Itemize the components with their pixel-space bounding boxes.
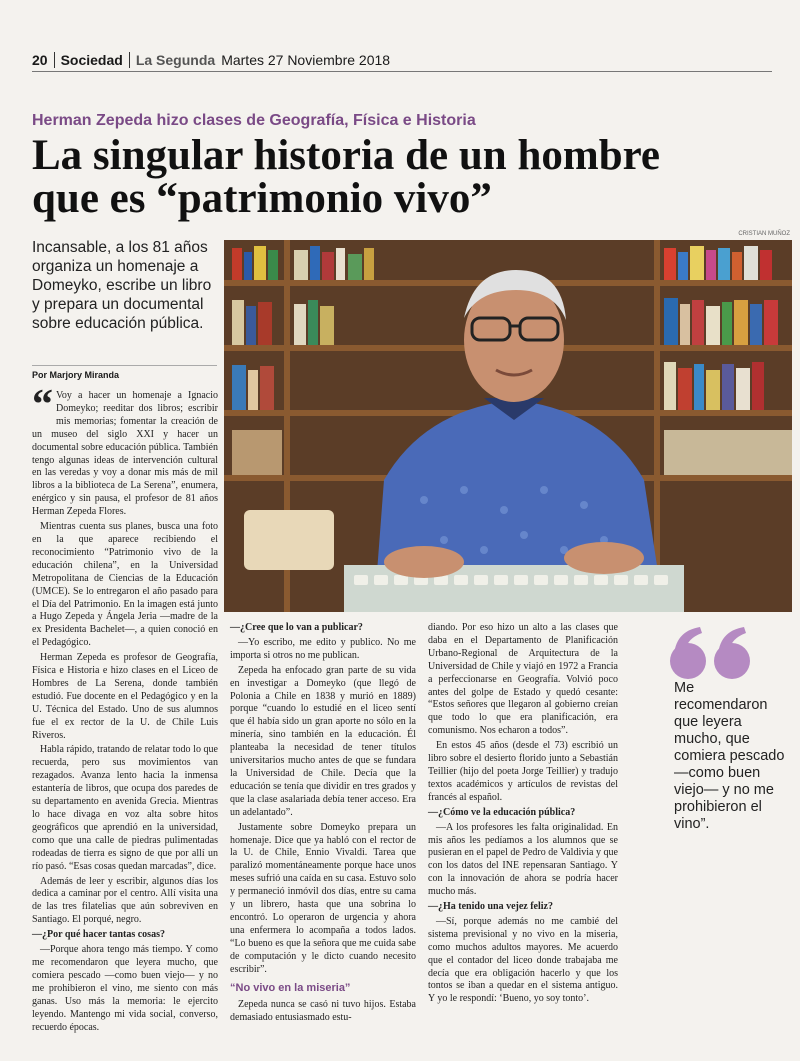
pullquote: Me recomendaron que leyera mucho, que comiera pescado —como buen viejo— y no me prohibieron el vino”.: [674, 680, 785, 832]
byline: Por Marjory Miranda: [32, 365, 217, 380]
section-name: Sociedad: [54, 52, 123, 68]
paragraph: diando. Por eso hizo un alto a las clases que daba en el Departamento de Planificación Urbano-Regional de Arquitectura de la Universidad de Chile y viajó en 1972 a Francia a perfeccionarse en Geografía. Volvió poco antes del golpe de Estado y quedó cesante: “Estos señores que llegaron al gobierno creían que todo lo que era planificación, era comunismo. Nos echaron a todos”.: [428, 622, 618, 737]
article-column-2: [230, 622, 416, 1027]
paragraph: Justamente sobre Domeyko prepara un homenaje. Dice que ya habló con el rector de la U. de Chile, Ennio Vivaldi. Tarea que paralizó momentáneamente porque hace unos meses sufrió una caída en su casa. Estuvo solo y permaneció inmóvil dos días, entre su cama y un librero, hasta que una sobrina lo encontró. Lo operaron de urgencia y ahora una enfermera lo acompaña a todos lados. “Lo bueno es que la señora que me cuida sabe de computación y le dicto cuando necesito escribir”.: [230, 821, 416, 975]
paragraph: Además de leer y escribir, algunos días los dedica a caminar por el centro. Allí visita una de las tres filatelias que aún sobreviven en Santiago. El porqué, negro.: [32, 875, 218, 926]
headline-line-1: La singular historia de un hombre: [32, 132, 661, 179]
opening-quote-mark: “: [32, 382, 53, 428]
photo-credit: CRISTIAN MUÑOZ: [738, 231, 790, 237]
page-header: [32, 48, 772, 72]
paragraph: Zepeda nunca se casó ni tuvo hijos. Estaba demasiado entusiasmado estu-: [230, 999, 416, 1024]
headline-line-2: que es “patrimonio vivo”: [32, 175, 492, 222]
lead-paragraph: “ Voy a hacer un homenaje a Ignacio Domeyko; reeditar dos libros; escribir mis memorias; fomentar la creación de un museo del siglo XXI y hacer un documental sobre educación pública. También tengo algunas ideas de intervención cultural en las veredas y voy a donar mis más de mil libros a la biblioteca de La Serena”, enumera, enérgico y sin pausa, el profesor de 81 años Herman Zepeda Flores.: [32, 382, 218, 518]
issue-date: Martes 27 Noviembre 2018: [221, 51, 391, 68]
paragraph: Habla rápido, tratando de relatar todo lo que recuerda, pero sus movimientos van rezagados. Avanza lento hacia la inmensa estantería de libros, que ocupa dos paredes de su departamento en avenida Grecia. Mientras lo hace divaga en voz alta sobre hitos geográficos que aprendió en la universidad, como que una calle de piedras pulimentadas rodeadas de tierra es signo de que por allí un río pasó. “Esas cosas quedan marcadas”, dice.: [32, 744, 218, 872]
paragraph: —Porque ahora tengo más tiempo. Y como me recomendaron que leyera mucho, que comiera pescado —como buen viejo— y no me prohibieron el vino, me siento con más ganas. Uso más la memoria: le ejercito leyendo. Mantengo mi vida social, converso, recuerdo épocas.: [32, 944, 218, 1033]
paragraph: Zepeda ha enfocado gran parte de su vida en investigar a Domeyko (que llegó de Polonia a Chile en 1838 y murió en 1889) porque “cuando lo estudié en el liceo sentí que él había sido un gran aporte no sólo en la minería, sino también en la educación. Él planteaba la necesidad de tener títulos universitarios mucho antes de que se fundara la Universidad de Chile. Decía que la educación se tenía que dividir en tres grados y que la clase asalariada debía tener acceso. Era un adelantado”.: [230, 664, 416, 818]
portrait-illustration: [224, 240, 792, 612]
headline: [32, 134, 752, 220]
subheading: “No vivo en la miseria”: [230, 982, 351, 995]
deck-summary: Incansable, a los 81 años organiza un homenaje a Domeyko, escribe un libro y prepara un documental sobre educación pública.: [32, 239, 212, 332]
interview-question: —¿Cree que lo van a publicar?: [230, 622, 363, 633]
paragraph: —Sí, porque además no me cambié del sistema previsional y no vivo en la miseria, como muchos adultos mayores. Me acuerdo que el contador del liceo donde trabajaba me decía que era obligación hacerlo y que los tontos se iban a quedar en el sistema antiguo. Y yo le respondí: ‘Bueno, yo soy tonto’.: [428, 915, 618, 1005]
interview-question: —¿Cómo ve la educación pública?: [428, 806, 576, 818]
article-column-1: [32, 382, 218, 1036]
newspaper-brand: La Segunda: [129, 52, 215, 68]
paragraph: Herman Zepeda es profesor de Geografía, Física e Historia e hizo clases en el Liceo de Hombres de La Serena, donde también estudió. Fue docente en el Pedagógico y en la U. Técnica del Estado. Uno de sus alumnos fue el ex rector de la U. de Chile Luis Riveros.: [32, 652, 218, 741]
paragraph: Mientras cuenta sus planes, busca una foto en la que aparece recibiendo el reconocimiento “Patrimonio vivo de la educación chilena”, en la Universidad Metropolitana de Ciencias de la Educación (UMCE). Se lo entregaron el año pasado para el Día del Patrimonio. En la imagen está junto a Hugo Zepeda y Ángela Jeria —madre de la ex Presidenta Bachelet—, a quien conoció en el Pedagógico.: [32, 521, 218, 649]
paragraph: —A los profesores les falta originalidad. En mis años les pedíamos a los alumnos que se pusieran en el papel de Pedro de Valdivia y que con los datos del INE repensaran Santiago. Y con la innovación de ahora se podría hacer mucho más.: [428, 821, 618, 898]
paragraph: En estos 45 años (desde el 73) escribió un libro sobre el desierto florido junto a Sebastián Teillier (hijo del poeta Jorge Teillier) y tradujo textos académicos y artículos de revistas del francés al español.: [428, 740, 618, 803]
page-number: 20: [32, 51, 48, 68]
kicker: Herman Zepeda hizo clases de Geografía, Física e Historia: [32, 112, 476, 129]
interview-question: —¿Por qué hacer tantas cosas?: [32, 929, 165, 941]
article-column-3: [428, 622, 618, 1008]
portrait-photo: [224, 240, 792, 612]
paragraph: —Yo escribo, me edito y publico. No me importa si otros no me publican.: [230, 636, 416, 661]
pullquote-mark-icon: [660, 625, 760, 686]
interview-question: —¿Ha tenido una vejez feliz?: [428, 901, 553, 913]
